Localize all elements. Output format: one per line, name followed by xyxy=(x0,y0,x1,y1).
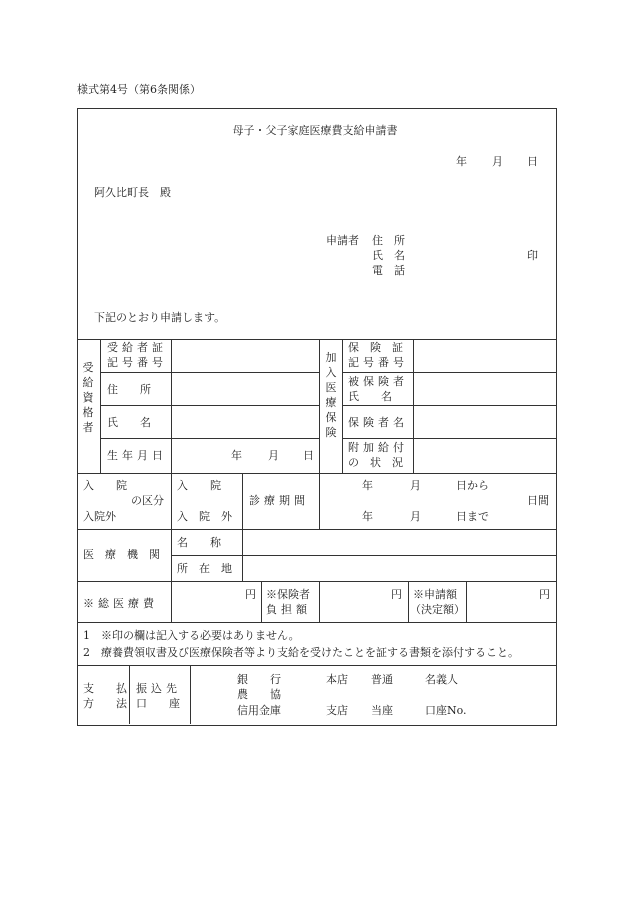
insurer-share-label: ※保険者 xyxy=(266,588,310,601)
rule xyxy=(319,473,320,529)
option-outpatient[interactable]: 入 院 外 xyxy=(177,510,232,523)
period-label: 診療期間 xyxy=(249,494,309,507)
recipient-cert-label-2: 記号番号 xyxy=(107,356,167,369)
rule xyxy=(77,581,556,582)
rule xyxy=(171,339,172,473)
transfer-dest-label: 振込先 xyxy=(136,682,181,695)
benefit-label-2: の 状 況 xyxy=(348,456,403,469)
rule xyxy=(171,473,172,581)
rule xyxy=(100,438,319,439)
rule xyxy=(100,339,101,473)
facility-location-label: 所 在 地 xyxy=(177,562,232,575)
days-label: 日間 xyxy=(527,494,549,507)
option-credit-union[interactable]: 信用金庫 xyxy=(237,704,281,717)
option-current[interactable]: 当座 xyxy=(371,704,393,717)
to-day[interactable]: 日まで xyxy=(456,510,489,523)
recipient-address-label: 住 所 xyxy=(107,383,151,396)
option-bank[interactable]: 銀 行 xyxy=(237,673,281,686)
note-1: 1 ※印の欄は記入する必要はありません。 xyxy=(83,629,300,642)
birth-month[interactable]: 月 xyxy=(268,449,279,462)
date-year[interactable]: 年 xyxy=(456,155,467,168)
rule xyxy=(171,581,172,622)
birth-day[interactable]: 日 xyxy=(303,449,314,462)
date-month[interactable]: 月 xyxy=(492,155,503,168)
option-branch[interactable]: 支店 xyxy=(326,704,348,717)
rule xyxy=(319,339,320,473)
total-cost-label: ※総医療費 xyxy=(83,597,158,610)
intro-text: 下記のとおり申請します。 xyxy=(94,311,226,324)
rule xyxy=(408,581,409,622)
to-month[interactable]: 月 xyxy=(410,510,421,523)
insured-label-2: 氏 名 xyxy=(348,390,392,403)
rule xyxy=(190,665,191,724)
request-amount-label-2: （決定額） xyxy=(410,603,465,616)
rule xyxy=(77,622,556,623)
applicant-label: 申請者 xyxy=(326,234,359,247)
insurance-cert-label-2: 記号番号 xyxy=(348,356,408,369)
payment-method-label-2: 方 法 xyxy=(83,697,127,710)
request-amount-label: ※申請額 xyxy=(413,588,457,601)
to-year[interactable]: 年 xyxy=(362,510,373,523)
facility-name-label: 名 称 xyxy=(177,536,221,549)
option-head-office[interactable]: 本店 xyxy=(326,673,348,686)
addressee: 阿久比町長 殿 xyxy=(94,186,171,199)
transfer-dest-label-2: 口 座 xyxy=(136,697,180,710)
recipient-cert-label: 受給者証 xyxy=(107,341,167,354)
form-title: 母子・父子家庭医療費支給申請書 xyxy=(232,124,398,137)
rule xyxy=(77,665,556,666)
benefit-label: 附加給付 xyxy=(348,441,408,454)
insurance-group-label: 加入医療保険 xyxy=(325,351,337,439)
inpatient-label: 入 院 xyxy=(83,479,127,492)
rule xyxy=(261,581,262,622)
from-month[interactable]: 月 xyxy=(410,479,421,492)
insurer-share-label-2: 負担額 xyxy=(266,603,311,616)
request-amount-yen: 円 xyxy=(539,588,550,601)
payment-method-label: 支 払 xyxy=(83,682,127,695)
birth-year[interactable]: 年 xyxy=(231,449,242,462)
account-holder-label: 名義人 xyxy=(425,673,458,686)
rule xyxy=(77,473,556,474)
seal-mark: 印 xyxy=(527,249,538,262)
date-day[interactable]: 日 xyxy=(527,155,538,168)
rule xyxy=(342,372,556,373)
insurance-cert-label: 保 険 証 xyxy=(348,341,403,354)
form-number: 様式第4号（第6条関係） xyxy=(77,83,201,96)
rule xyxy=(171,555,556,556)
total-cost-yen: 円 xyxy=(245,588,256,601)
rule xyxy=(77,529,556,530)
applicant-phone-label: 電 話 xyxy=(372,264,405,277)
recipient-birthdate-label: 生年月日 xyxy=(107,449,167,462)
option-agri[interactable]: 農 協 xyxy=(237,688,281,701)
facility-label: 医 療 機 関 xyxy=(83,548,160,561)
rule xyxy=(342,405,556,406)
outpatient-label: 入院外 xyxy=(83,510,116,523)
insurer-share-yen: 円 xyxy=(391,588,402,601)
rule xyxy=(466,581,467,622)
insured-label: 被保険者 xyxy=(348,375,408,388)
from-year[interactable]: 年 xyxy=(362,479,373,492)
insurer-label: 保険者名 xyxy=(348,416,408,429)
option-ordinary[interactable]: 普通 xyxy=(371,673,393,686)
rule xyxy=(100,372,319,373)
rule xyxy=(129,665,130,724)
applicant-address-label: 住 所 xyxy=(372,234,405,247)
option-inpatient[interactable]: 入 院 xyxy=(177,479,221,492)
rule xyxy=(342,438,556,439)
category-label: の区分 xyxy=(131,494,164,507)
account-number-label: 口座No. xyxy=(425,704,467,717)
recipient-name-label: 氏 名 xyxy=(107,416,151,429)
rule xyxy=(77,339,556,340)
rule xyxy=(342,339,343,473)
applicant-name-label: 氏 名 xyxy=(372,249,405,262)
rule xyxy=(100,405,319,406)
recipient-group-label: 受給資格者 xyxy=(82,361,94,434)
note-2: 2 療養費領収書及び医療保険者等より支給を受けたことを証する書類を添付すること。 xyxy=(83,646,519,659)
rule xyxy=(413,339,414,473)
rule xyxy=(319,581,320,622)
rule xyxy=(242,473,243,581)
from-day[interactable]: 日から xyxy=(456,479,489,492)
